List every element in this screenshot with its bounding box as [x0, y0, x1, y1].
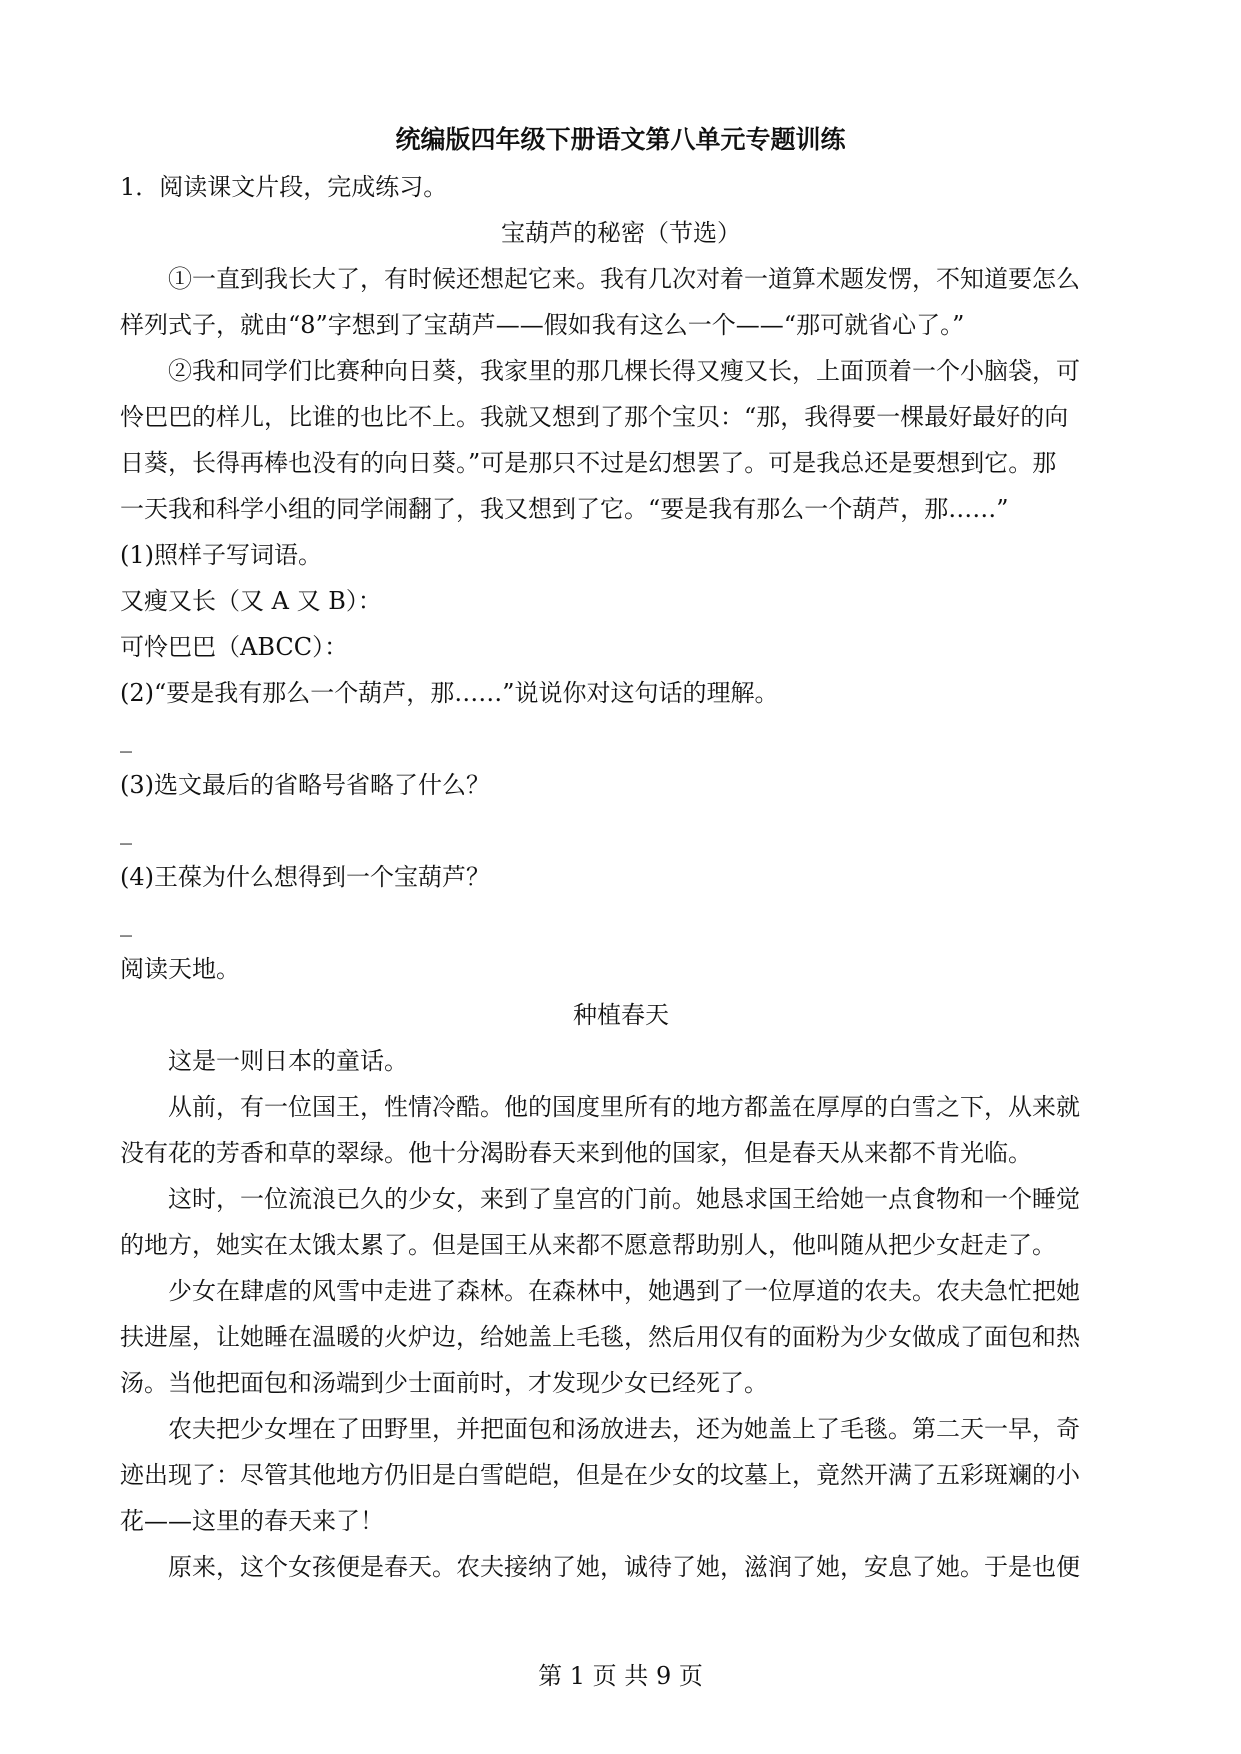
passage-title-spring: 种植春天 [573, 1001, 669, 1029]
answer-blank: _ [120, 817, 132, 845]
sub-question-2: (2)“要是我有那么一个葫芦，那……”说说你对这句话的理解。 [120, 679, 779, 707]
passage-line: 这是一则日本的童话。 [168, 1047, 408, 1075]
sub-question-3: (3)选文最后的省略号省略了什么？ [120, 771, 490, 799]
sub-question-4: (4)王葆为什么想得到一个宝葫芦？ [120, 863, 490, 891]
passage-line: 这时，一位流浪已久的少女，来到了皇宫的门前。她恳求国王给她一点食物和一个睡觉 [168, 1185, 1080, 1213]
passage-line: 花——这里的春天来了！ [120, 1507, 384, 1535]
document-body [120, 164, 1122, 1590]
passage-line: 汤。当他把面包和汤端到少士面前时，才发现少女已经死了。 [120, 1369, 768, 1397]
passage-line: 少女在肆虐的风雪中走进了森林。在森林中，她遇到了一位厚道的农夫。农夫急忙把她 [168, 1277, 1080, 1305]
passage-line: 怜巴巴的样儿，比谁的也比不上。我就又想到了那个宝贝：“那，我得要一棵最好最好的向 [120, 403, 1069, 431]
passage-line: 样列式子，就由“8”字想到了宝葫芦——假如我有这么一个——“那可就省心了。” [120, 311, 965, 339]
passage-title-baohulu: 宝葫芦的秘密（节选） [501, 219, 741, 247]
reading-heading: 阅读天地。 [120, 955, 240, 983]
passage-line: 没有花的芳香和草的翠绿。他十分渴盼春天来到他的国家，但是春天从来都不肯光临。 [120, 1139, 1032, 1167]
passage-line: 农夫把少女埋在了田野里，并把面包和汤放进去，还为她盖上了毛毯。第二天一早，奇 [168, 1415, 1080, 1443]
page-title: 统编版四年级下册语文第八单元专题训练 [395, 125, 846, 154]
passage-line: 原来，这个女孩便是春天。农夫接纳了她，诚待了她，滋润了她，安息了她。于是也便 [168, 1553, 1080, 1581]
question-1-prompt: 1．阅读课文片段，完成练习。 [120, 173, 448, 201]
passage-line: 日葵，长得再棒也没有的向日葵。”可是那只不过是幻想罢了。可是我总还是要想到它。那 [120, 449, 1057, 477]
sub-question-1: (1)照样子写词语。 [120, 541, 322, 569]
answer-blank: _ [120, 909, 132, 937]
passage-line: 从前，有一位国王，性情冷酷。他的国度里所有的地方都盖在厚厚的白雪之下，从来就 [168, 1093, 1080, 1121]
sub-question-1-item-b: 可怜巴巴（ABCC）： [120, 633, 349, 661]
answer-blank: _ [120, 725, 132, 753]
passage-line: 一天我和科学小组的同学闹翻了，我又想到了它。“要是我有那么一个葫芦，那……” [120, 495, 1009, 523]
page-footer: 第 1 页 共 9 页 [538, 1662, 703, 1690]
sub-question-1-item-a: 又瘦又长（又 A 又 B）： [120, 587, 382, 615]
passage-line: 扶进屋，让她睡在温暖的火炉边，给她盖上毛毯，然后用仅有的面粉为少女做成了面包和热 [120, 1323, 1080, 1351]
passage-line: ②我和同学们比赛种向日葵，我家里的那几棵长得又瘦又长，上面顶着一个小脑袋，可 [168, 357, 1080, 385]
passage-line: 迹出现了：尽管其他地方仍旧是白雪皑皑，但是在少女的坟墓上，竟然开满了五彩斑斓的小 [120, 1461, 1080, 1489]
passage-line: ①一直到我长大了，有时候还想起它来。我有几次对着一道算术题发愣，不知道要怎么 [168, 265, 1080, 293]
passage-line: 的地方，她实在太饿太累了。但是国王从来都不愿意帮助别人，他叫随从把少女赶走了。 [120, 1231, 1056, 1259]
